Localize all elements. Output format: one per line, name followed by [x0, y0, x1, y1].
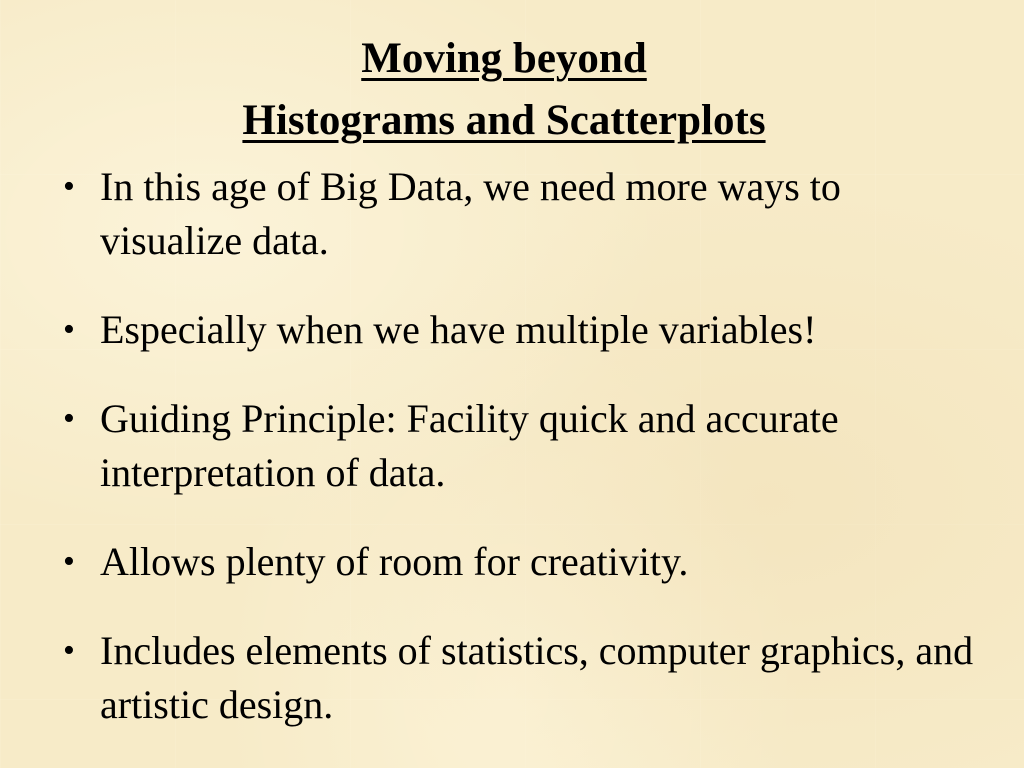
bullet-item: [58, 624, 988, 732]
title-line-2: Histograms and Scatterplots: [242, 97, 766, 144]
bullet-text: Guiding Principle: Facility quick and accurate interpretation of data.: [100, 396, 839, 495]
bullet-text: Allows plenty of room for creativity.: [100, 539, 689, 584]
bullet-item: [58, 392, 988, 500]
bullet-item: [58, 303, 988, 357]
bullet-text: Especially when we have multiple variables!: [100, 307, 817, 352]
title-line-1: Moving beyond: [361, 35, 647, 82]
bullet-list: [58, 160, 988, 767]
bullet-dot-icon: •: [63, 632, 75, 669]
bullet-dot-icon: •: [63, 311, 75, 348]
bullet-dot-icon: •: [63, 543, 75, 580]
bullet-dot-icon: •: [63, 400, 75, 437]
bullet-text: In this age of Big Data, we need more ways to visualize data.: [100, 164, 841, 263]
bullet-text: Includes elements of statistics, computer graphics, and artistic design.: [100, 628, 974, 727]
slide-title: [0, 28, 1008, 152]
bullet-item: [58, 160, 988, 268]
bullet-item: [58, 535, 988, 589]
bullet-dot-icon: •: [63, 168, 75, 205]
